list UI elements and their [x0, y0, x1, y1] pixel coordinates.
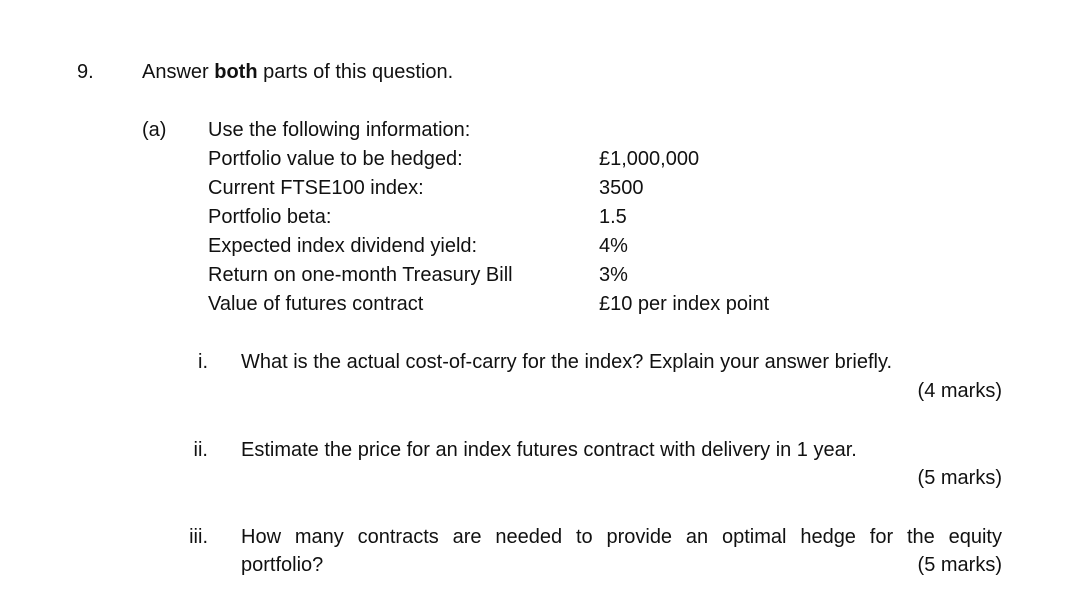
subquestion-marks: (5 marks) [917, 554, 1002, 576]
subquestion-number: i. [198, 351, 208, 373]
info-row-label: Current FTSE100 index: [208, 177, 424, 199]
info-heading: Use the following information: [208, 119, 471, 141]
info-row-label: Expected index dividend yield: [208, 235, 478, 257]
subquestion-text: Estimate the price for an index futures contract with delivery in 1 year. [241, 439, 857, 461]
instruction-prefix: Answer [142, 61, 215, 83]
info-row-label: Return on one-month Treasury Bill [208, 264, 513, 286]
subquestion-marks: (5 marks) [917, 467, 1002, 489]
subquestion-number: ii. [193, 439, 208, 461]
question-number: 9. [77, 61, 94, 83]
part-a-label: (a) [142, 119, 167, 141]
subquestion-text-continued: portfolio? [241, 554, 324, 576]
instruction-suffix: parts of this question. [257, 61, 454, 83]
info-row-label: Portfolio beta: [208, 206, 332, 228]
info-row-value: 1.5 [599, 206, 627, 228]
subquestion-text: What is the actual cost-of-carry for the index? Explain your answer briefly. [241, 351, 893, 373]
subquestion-number: iii. [189, 526, 208, 548]
info-row-value: 4% [599, 235, 628, 257]
instruction-emphasis: both [214, 61, 258, 83]
info-row-value: 3500 [599, 177, 644, 199]
subquestion-text: How many contracts are needed to provide an optimal hedge for the equity [241, 526, 1002, 548]
info-row-value: 3% [599, 264, 628, 286]
question-instruction [142, 62, 453, 82]
info-row-value: £10 per index point [599, 293, 770, 315]
info-row-value: £1,000,000 [599, 148, 700, 170]
info-row-label: Portfolio value to be hedged: [208, 148, 463, 170]
subquestion-marks: (4 marks) [917, 380, 1002, 402]
info-row-label: Value of futures contract [208, 293, 424, 315]
